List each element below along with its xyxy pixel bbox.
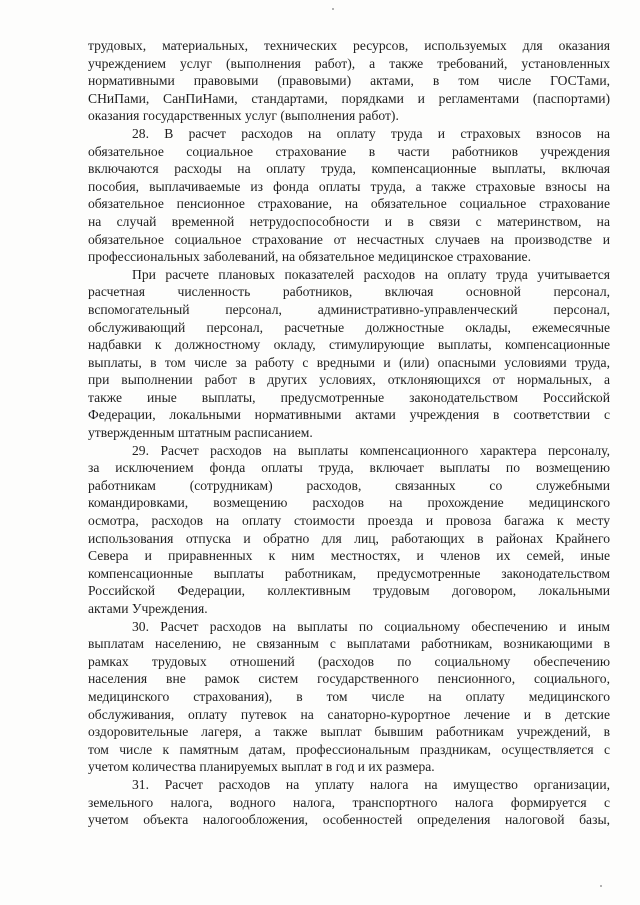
text-line: надбавки к должностному окладу, стимулирующие выплаты, компенсационные xyxy=(88,337,610,353)
text-line: Федерации, локальными нормативными актами учреждения в соответствии с xyxy=(88,407,610,423)
text-line: том числе к памятным датам, профессиональным праздникам, осуществляется с xyxy=(88,741,610,757)
text-line: 30. Расчет расходов на выплаты по социальному обеспечению и иным xyxy=(132,618,610,634)
text-line: работникам (сотрудникам) расходов, связанных со служебными xyxy=(88,477,610,493)
text-line: выплаты, в том числе за работу с вредными и (или) опасными условиями труда, xyxy=(88,354,610,370)
text-line: нормативными правовыми (правовыми) актами, в том числе ГОСТами, xyxy=(88,73,610,89)
text-line: также иные выплаты, предусмотренные законодательством Российской xyxy=(88,389,610,405)
text-line: актами Учреждения. xyxy=(88,601,208,616)
text-line: при выполнении работ в других условиях, отклоняющихся от нормальных, а xyxy=(88,372,610,388)
text-line: Севера и приравненных к ним местностях, и членов их семей, иные xyxy=(88,548,610,564)
text-line: 28. В расчет расходов на оплату труда и страховых взносов на xyxy=(132,125,610,141)
text-line: 29. Расчет расходов на выплаты компенсационного характера персоналу, xyxy=(132,442,610,458)
text-line: учреждением услуг (выполнения работ), а также требований, установленных xyxy=(88,55,610,71)
text-line: обязательное социальное страхование от несчастных случаев на производстве и xyxy=(88,231,610,247)
document-body xyxy=(88,37,610,829)
text-line: использования отпуска и обратно для лиц, работающих в районах Крайнего xyxy=(88,530,610,546)
text-line: включаются расходы на оплату труда, компенсационные выплаты, включая xyxy=(88,161,610,177)
text-line: расчетная численность работников, включая основной персонал, xyxy=(88,284,610,300)
text-line: обязательное пенсионное страхование, на обязательное социальное страхование xyxy=(88,196,610,212)
text-line: выплатам населению, не связанным с выплатами работникам, возникающими в xyxy=(88,636,610,652)
text-line: медицинского страхования), в том числе на оплату медицинского xyxy=(88,688,610,704)
scan-speck xyxy=(600,885,602,887)
scan-speck xyxy=(332,8,334,10)
text-line: При расчете плановых показателей расходов на оплату труда учитывается xyxy=(132,266,610,282)
text-line: учетом количества планируемых выплат в год и их размера. xyxy=(88,759,435,775)
text-line: трудовых, материальных, технических ресурсов, используемых для оказания xyxy=(88,38,610,53)
text-line: населения вне рамок систем государственного пенсионного, социального, xyxy=(88,671,610,687)
text-line: утвержденным штатным расписанием. xyxy=(88,425,313,441)
text-line: рамках трудовых отношений (расходов по социальному обеспечению xyxy=(88,653,610,669)
text-line: 31. Расчет расходов на уплату налога на имущество организации, xyxy=(132,776,610,792)
text-line: земельного налога, водного налога, транспортного налога формируется с xyxy=(88,794,610,810)
text-line: учетом объекта налогообложения, особенностей определения налоговой базы, xyxy=(88,812,610,828)
text-line: осмотра, расходов на оплату стоимости проезда и провоза багажа к месту xyxy=(88,513,610,529)
text-line: пособия, выплачиваемые из фонда оплаты труда, а также страховые взносы на xyxy=(88,178,610,194)
text-line: обслуживающий персонал, расчетные должностные оклады, ежемесячные xyxy=(88,319,610,335)
text-line: компенсационные выплаты работникам, предусмотренные законодательством xyxy=(88,565,610,581)
text-line: оздоровительные лагеря, а также выплат бывшим работникам учреждений, в xyxy=(88,724,610,740)
text-line: обязательное социальное страхование в части работников учреждения xyxy=(88,143,610,159)
text-line: командировками, возмещению расходов на прохождение медицинского xyxy=(88,495,610,511)
text-line: за исключением фонда оплаты труда, включает выплаты по возмещению xyxy=(88,460,610,476)
text-line: обслуживания, оплату путевок на санаторно-курортное лечение и в детские xyxy=(88,706,610,722)
text-line: Российской Федерации, коллективным трудовым договором, локальными xyxy=(88,583,610,599)
text-line: оказания государственных услуг (выполнения работ). xyxy=(88,108,399,124)
text-line: вспомогательный персонал, административно-управленческий персонал, xyxy=(88,301,610,317)
text-line: СНиПами, СанПиНами, стандартами, порядками и регламентами (паспортами) xyxy=(88,90,610,106)
text-line: профессиональных заболеваний, на обязательное медицинское страхование. xyxy=(88,249,531,265)
text-line: на случай временной нетрудоспособности и в связи с материнством, на xyxy=(88,213,610,229)
